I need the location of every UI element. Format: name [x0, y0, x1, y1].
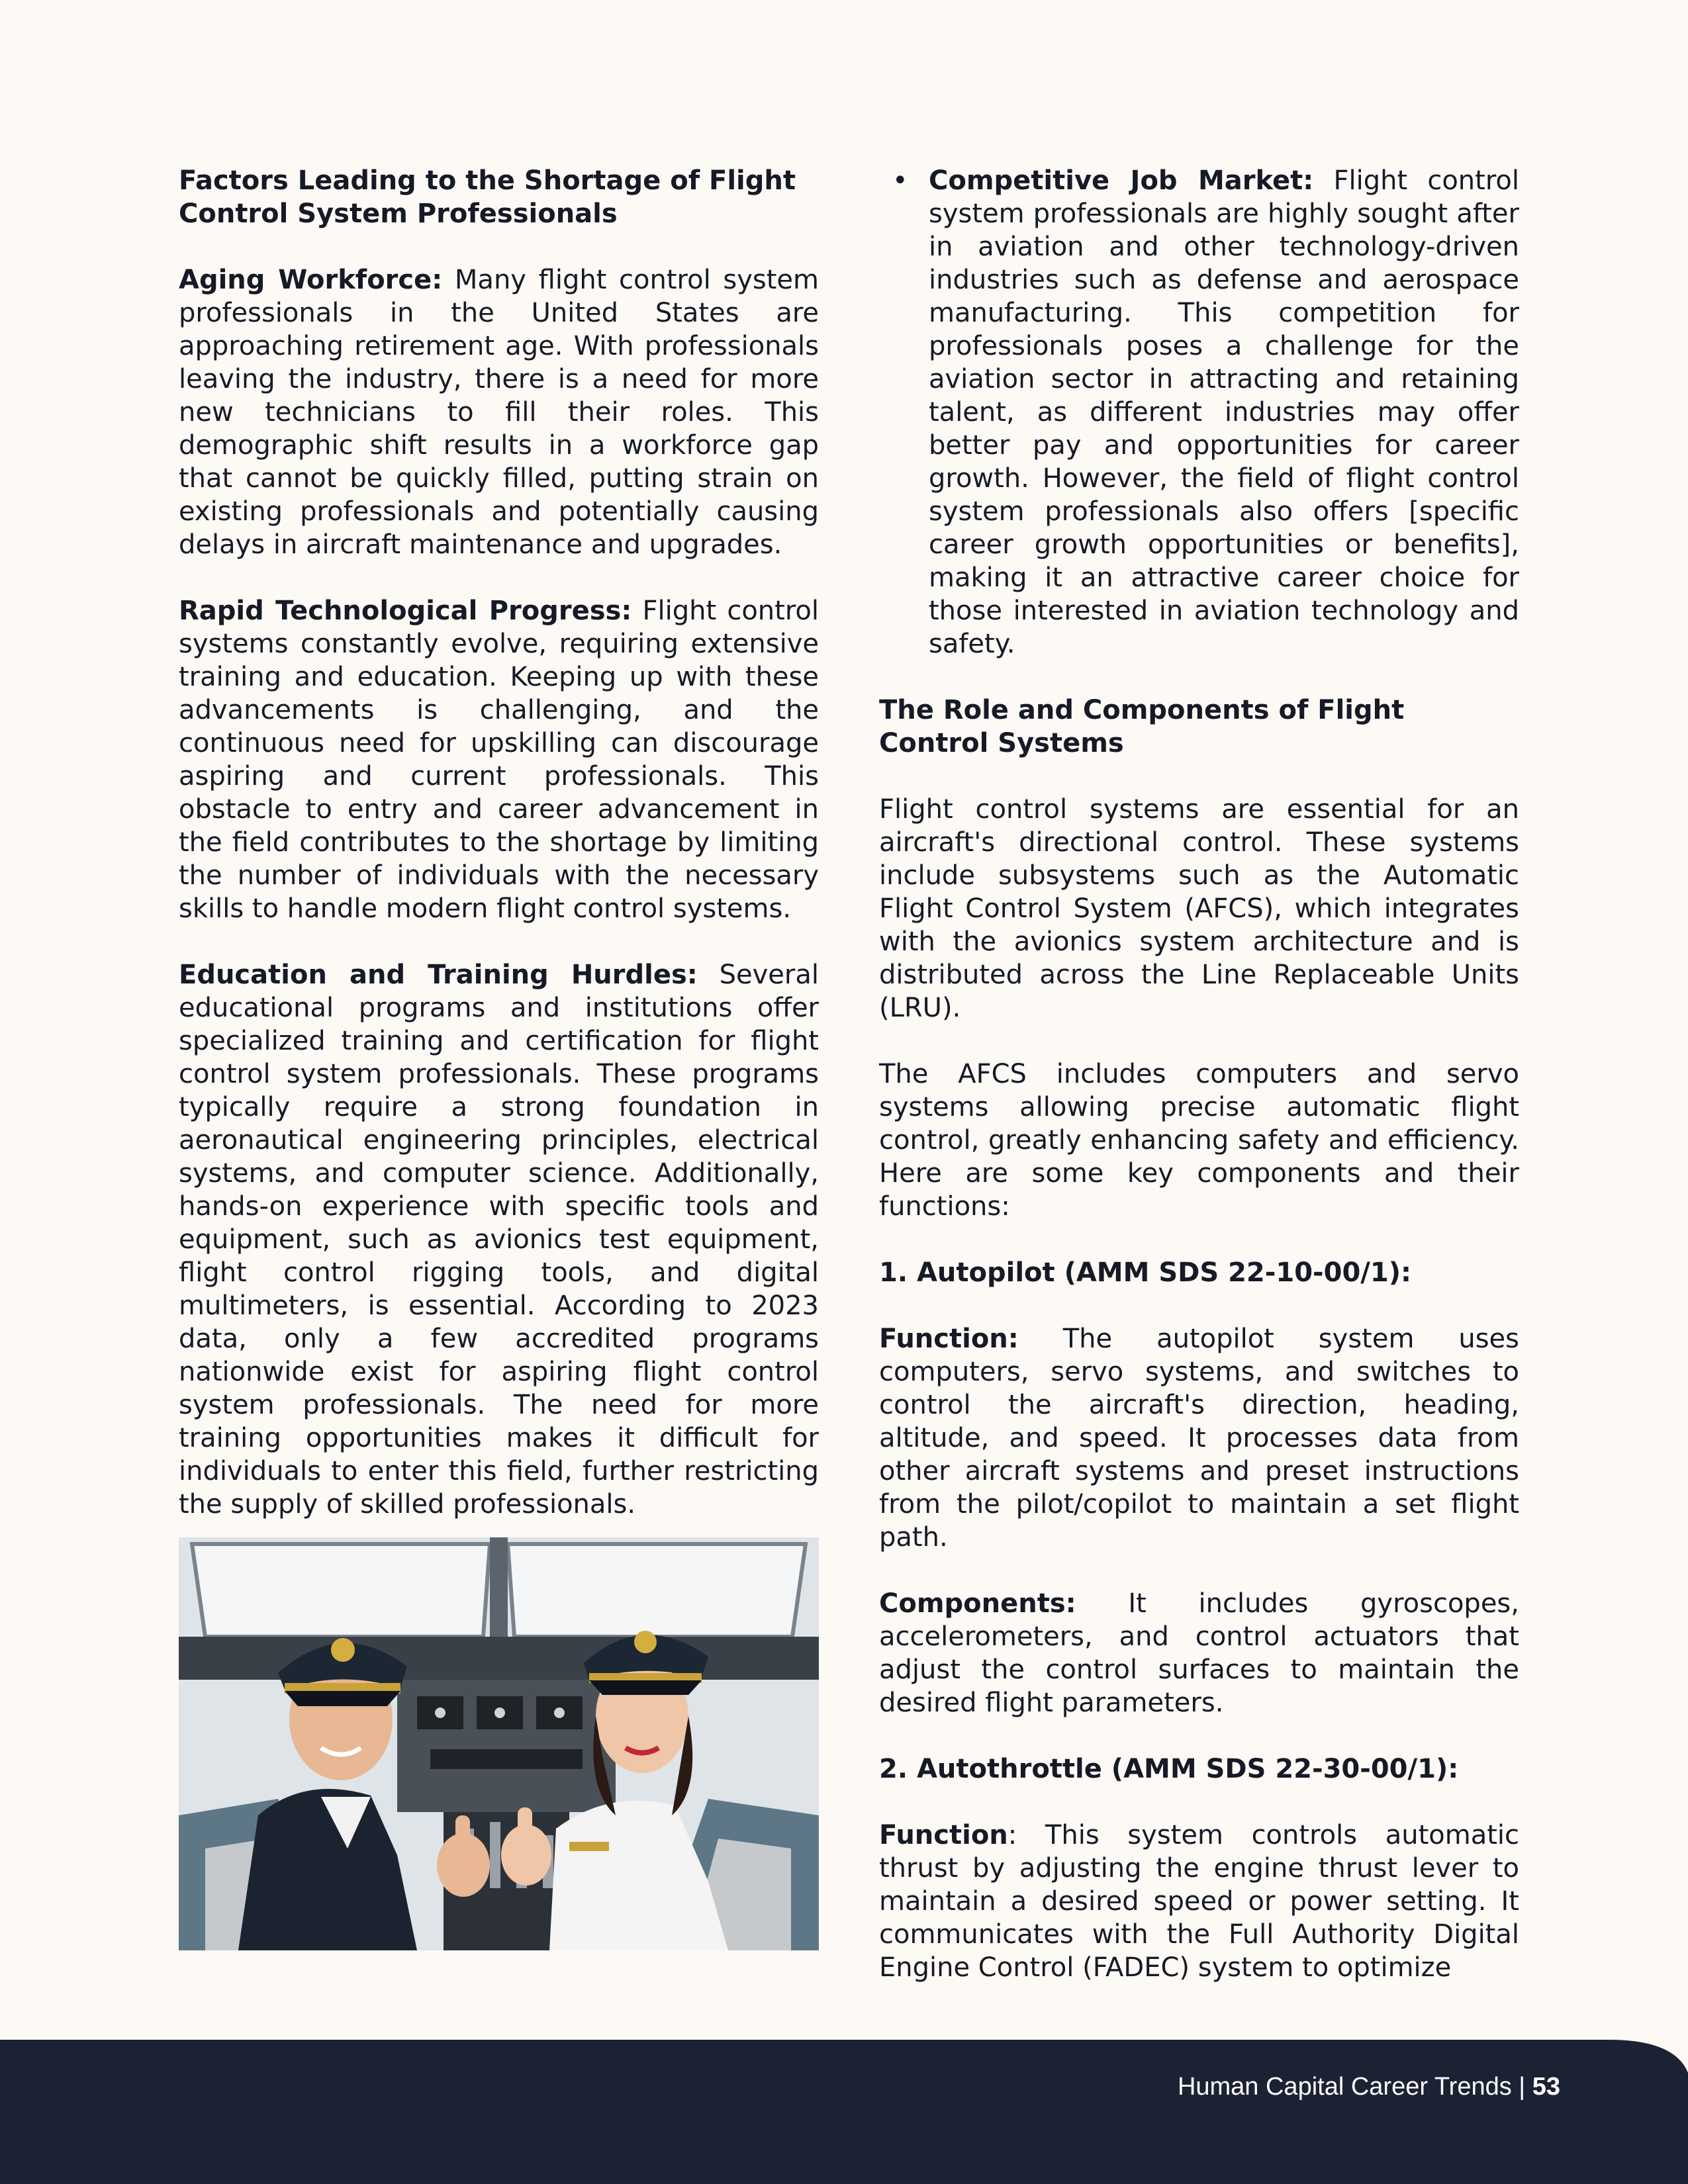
- bullet-dot-icon: •: [892, 165, 908, 196]
- paragraph-autopilot-function: [879, 1322, 1519, 1554]
- text-education-hurdles: Several educational programs and institutions offer specialized training and certification for flight control system professionals. These programs typically require a strong foundation in aeronautical engineering principles, electrical systems, and computer science. Additionally, hands-on experience with specific tools and equipment, such as avionics test equipment, flight control rigging tools, and digital multimeters, is essential. According to 2023 data, only a few accredited programs nationwide exist for aspiring flight control system professionals. The need for more training opportunities makes it difficult for individuals to enter this field, further restricting the supply of skilled professionals.: [179, 960, 819, 1520]
- footer-publication-label: [1178, 2071, 1560, 2102]
- footer-publication-name: Human Capital Career Trends |: [1177, 2073, 1526, 2101]
- paragraph-role-intro: Flight control systems are essential for an aircraft's directional control. These systems include subsystems such as the Automatic Flight Control System (AFCS), which integrates with the avionics system architecture and is distributed across the Line Replaceable Units (LRU).: [879, 794, 1519, 1023]
- text-rapid-progress: Flight control systems constantly evolve, requiring extensive training and education. Keeping up with these advancements is challenging, and the continuous need for upskilling can discourage aspiring and current professionals. This obstacle to entry and career advancement in the field contributes to the shortage by limiting the number of individuals with the necessary skills to handle modern flight control systems.: [179, 596, 819, 924]
- lead-autothrottle-function: Function: [879, 1820, 1008, 1850]
- paragraph-education-hurdles: [179, 958, 819, 1521]
- paragraph-autopilot-components: [879, 1587, 1519, 1719]
- right-column: [879, 164, 1519, 2017]
- page-number: 53: [1532, 2073, 1560, 2101]
- paragraph-aging-workforce: [179, 263, 819, 561]
- lead-competitive-job-market: Competitive Job Market:: [929, 165, 1314, 196]
- lead-aging-workforce: Aging Workforce:: [179, 265, 443, 295]
- paragraph-rapid-progress: [179, 594, 819, 925]
- text-aging-workforce: Many flight control system professionals in the United States are approaching retirement age. With professionals leaving the industry, there is a need for more new technicians to fill their roles. This demographic shift results in a workforce gap that cannot be quickly filled, putting strain on existing professionals and potentially causing delays in aircraft maintenance and upgrades.: [179, 265, 819, 560]
- section-title-shortage-factors: Factors Leading to the Shortage of Flight Control System Professionals: [179, 165, 796, 229]
- lead-rapid-progress: Rapid Technological Progress:: [179, 596, 632, 626]
- lead-education-hurdles: Education and Training Hurdles:: [179, 960, 698, 990]
- text-autopilot-function: The autopilot system uses computers, servo systems, and switches to control the aircraft's direction, heading, altitude, and speed. It processes data from other aircraft systems and preset instructions from the pilot/copilot to maintain a set flight path.: [879, 1324, 1519, 1553]
- section-title-role-components: The Role and Components of Flight Control Systems: [879, 695, 1405, 758]
- bullet-list: [879, 164, 1519, 660]
- paragraph-afcs-overview: The AFCS includes computers and servo systems allowing precise automatic flight control, greatly enhancing safety and efficiency. Here are some key components and their functions:: [879, 1059, 1519, 1222]
- paragraph-autothrottle-function: [879, 1819, 1519, 1984]
- subheading-autothrottle: 2. Autothrottle (AMM SDS 22-30-00/1):: [879, 1754, 1459, 1784]
- text-autothrottle-function: : This system controls automatic thrust by adjusting the engine thrust lever to maintain a desired speed or power setting. It communicates with the Full Authority Digital Engine Control (FADEC) system to optimize: [879, 1820, 1519, 1983]
- left-column: [179, 164, 819, 1950]
- subheading-autopilot: 1. Autopilot (AMM SDS 22-10-00/1):: [879, 1257, 1412, 1288]
- text-autopilot-components: It includes gyroscopes, accelerometers, and control actuators that adjust the control surfaces to maintain the desired flight parameters.: [879, 1588, 1519, 1718]
- lead-autopilot-components: Components:: [879, 1588, 1076, 1619]
- pilots-cockpit-photo: [179, 1537, 819, 1950]
- lead-autopilot-function: Function:: [879, 1324, 1019, 1354]
- footer-band: [0, 2040, 1688, 2184]
- bullet-competitive-job-market: [892, 164, 1519, 660]
- text-competitive-job-market: Flight control system professionals are highly sought after in aviation and other technology-driven industries such as defense and aerospace manufacturing. This competition for professionals poses a challenge for the aviation sector in attracting and retaining talent, as different industries may offer better pay and opportunities for career growth. However, the field of flight control system professionals also offers [specific career growth opportunities or benefits], making it an attractive career choice for those interested in aviation technology and safety.: [929, 165, 1519, 659]
